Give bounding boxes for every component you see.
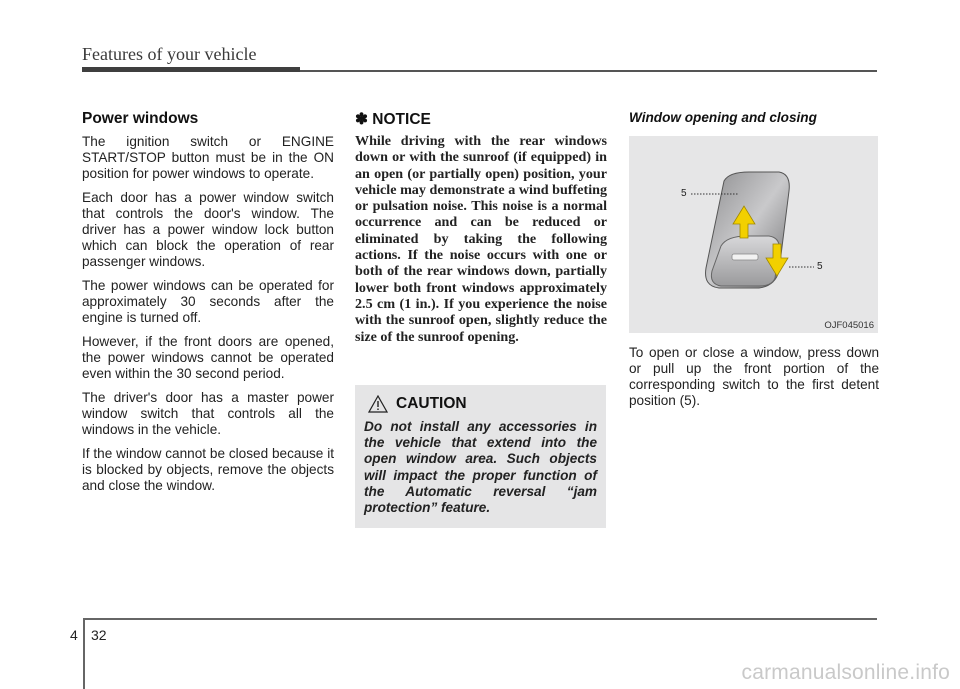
- paragraph: The driver's door has a master power window switch that controls all the windows in the vehicle.: [82, 390, 334, 437]
- header-rule-thick: [82, 67, 300, 72]
- caution-body: Do not install any accessories in the vehicle that extend into the open window area. Such objects will impact the proper function of the Automatic reversal “jam protection” feature.: [364, 419, 597, 516]
- column-notice: [355, 110, 607, 345]
- paragraph: The ignition switch or ENGINE START/STOP button must be in the ON position for power windows to operate.: [82, 134, 334, 181]
- caution-box: [355, 385, 606, 528]
- paragraph: However, if the front doors are opened, the power windows cannot be operated even within the 30 second period.: [82, 334, 334, 381]
- figure-label-down: 5: [817, 261, 823, 272]
- page-number: 32: [91, 627, 107, 643]
- footer-rule-vertical: [83, 618, 85, 689]
- paragraph: The power windows can be operated for approximately 30 seconds after the engine is turned off.: [82, 278, 334, 325]
- section-heading: Power windows: [82, 110, 199, 127]
- window-operation-text: To open or close a window, press down or pull up the front portion of the corresponding switch to the first detent position (5).: [629, 345, 879, 408]
- window-switch-figure: [629, 136, 878, 333]
- figure-code: OJF045016: [824, 320, 874, 331]
- warning-triangle-icon: [368, 395, 388, 413]
- window-switch-illustration: [629, 136, 878, 333]
- caution-title: CAUTION: [396, 395, 467, 412]
- notice-title: ✽ NOTICE: [355, 111, 431, 128]
- subsection-heading: Window opening and closing: [629, 110, 817, 125]
- footer-rule: [83, 618, 877, 620]
- column-power-windows: [82, 110, 334, 502]
- paragraph: If the window cannot be closed because it is blocked by objects, remove the objects and close the window.: [82, 446, 334, 493]
- notice-body: While driving with the rear windows down or with the sunroof (if equipped) in an open (or partially open) position, your vehicle may demonstrate a wind buffeting or pulsation noise. This noise is a normal occurrence and can be reduced or eliminated by taking the following actions. If the noise occurs with one or both of the rear windows down, partially lower both front windows approximately 2.5 cm (1 in.). If you experience the noise with the sunroof open, slightly reduce the size of the sunroof opening.: [355, 133, 607, 345]
- chapter-number: 4: [70, 627, 78, 643]
- paragraph: Each door has a power window switch that controls the door's window. The driver has a power window lock button which can block the operation of rear passenger windows.: [82, 190, 334, 269]
- page-header-title: Features of your vehicle: [82, 44, 257, 64]
- watermark: carmanualsonline.info: [741, 661, 950, 684]
- figure-label-up: 5: [681, 188, 687, 199]
- header-rule-thin: [300, 70, 877, 72]
- column-window-operation: [629, 110, 879, 423]
